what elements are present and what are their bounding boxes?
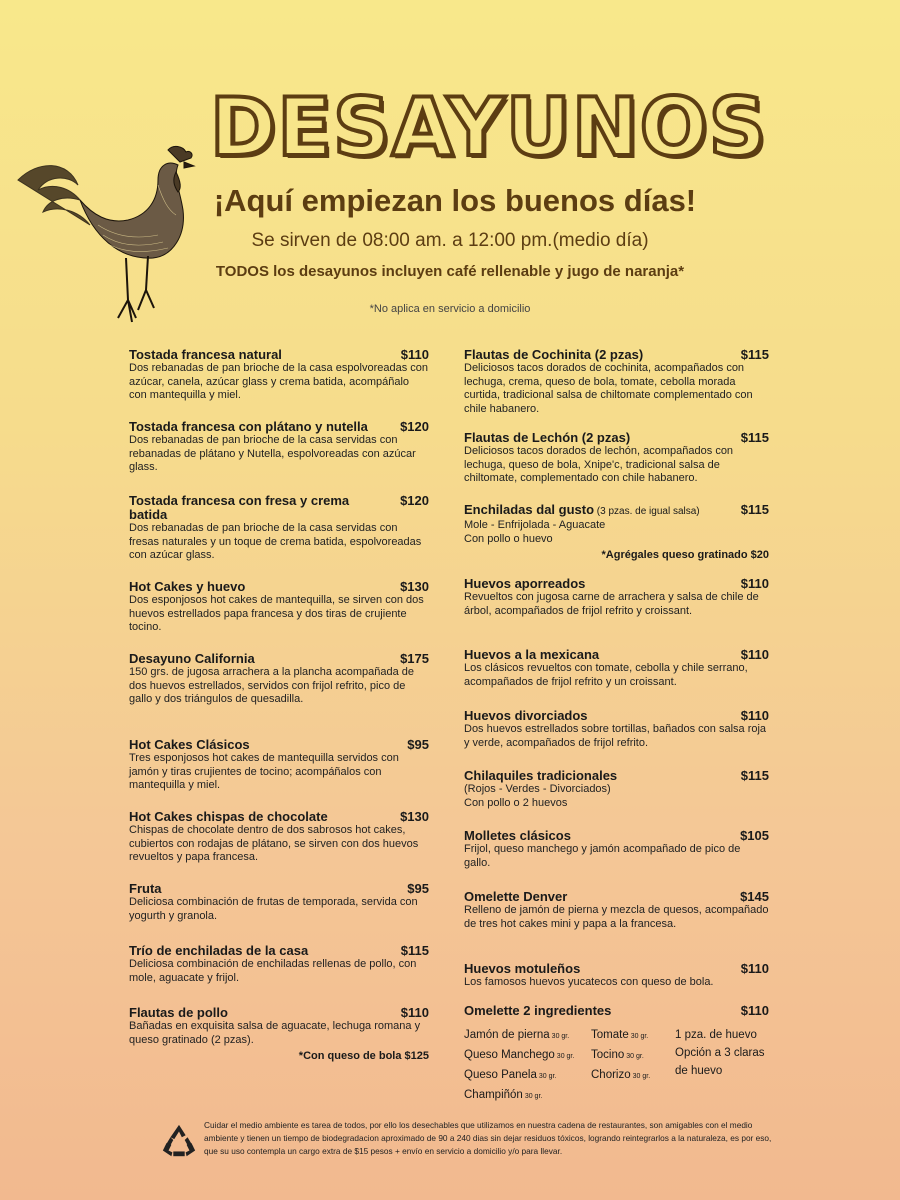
menu-item [464,577,769,618]
menu-item-header [129,420,429,434]
menu-item-price: $115 [740,768,769,783]
menu-item-name: Flautas de Cochinita (2 pzas) [464,347,644,362]
menu-item-header [129,810,429,824]
page-title: DESAYUNOS [210,81,768,174]
menu-item [464,709,769,750]
menu-item-price: $130 [400,579,429,594]
menu-item-header [464,648,769,662]
menu-item-header [464,962,769,976]
menu-item-header [464,829,769,843]
menu-item-price: $110 [740,576,769,591]
ingredient-grams: 30 gr. [551,1033,570,1040]
menu-item-name: Desayuno California [129,651,255,666]
menu-item [129,494,429,563]
menu-item-description: Dos esponjosos hot cakes de mantequilla, se sirven con dos huevos estrellados papa francesa y dos tiras de crujiente tocino. [129,594,424,633]
menu-item-name: Enchiladas dal gusto [464,502,595,517]
menu-item-description: Bañadas en exquisita salsa de aguacate, lechuga romana y queso gratinado (2 pzas). [129,1020,421,1046]
menu-item-price: $110 [740,1003,769,1018]
ingredient-grams: 30 gr. [630,1033,649,1040]
menu-item-description: Los clásicos revueltos con tomate, cebolla y chile serrano, acompañados de frijol refrito y un croissant. [464,662,748,688]
menu-item-description: Los famosos huevos yucatecos con queso de bola. [464,976,714,988]
menu-item-name: Omelette Denver [464,889,568,904]
ingredient-option [591,1066,650,1086]
menu-item-price: $130 [400,809,429,824]
menu-item-name: Tostada francesa con plátano y nutella [129,419,368,434]
menu-item [129,882,429,923]
menu-item-name: Huevos divorciados [464,708,588,723]
ingredient-name: Chorizo [591,1069,631,1081]
menu-item [464,890,769,931]
menu-item-name: Flautas de pollo [129,1005,228,1020]
menu-item [129,738,429,793]
menu-item-price: $95 [407,737,429,752]
menu-item-name: Hot Cakes y huevo [129,579,246,594]
menu-item-price: $175 [400,651,429,666]
menu-item-description: (Rojos - Verdes - Divorciados) Con pollo o 2 huevos [464,783,611,809]
menu-item-name: Tostada francesa natural [129,347,282,362]
menu-item-name: Trío de enchiladas de la casa [129,943,309,958]
menu-item-name: Hot Cakes Clásicos [129,737,250,752]
ingredient-name: Tocino [591,1049,625,1061]
ingredient-option [675,1044,765,1062]
footer-note: Cuidar el medio ambiente es tarea de todos, por ello los desechables que utilizamos en nuestra cadena de restaurantes, son amigables con el medio ambiente y tienen un tiempo de biodegradacion aproximado de 90 a 240 dias sin dejar residuos tóxicos, logrando reintegrarlos a la naturaleza, es por eso, que su uso contempla un cargo extra de $15 pesos + envío en servicio a domicilio y/o para llevar. [204,1120,772,1156]
menu-item-header [129,738,429,752]
menu-item [464,648,769,689]
menu-item-price: $110 [740,961,769,976]
menu-item-price: $110 [400,347,429,362]
includes-note: TODOS los desayunos incluyen café rellenable y jugo de naranja* [215,263,685,280]
menu-item-name: Molletes clásicos [464,828,571,843]
menu-item-header [464,890,769,904]
menu-item-description: Dos rebanadas de pan brioche de la casa espolvoreadas con azúcar, canela, azúcar glass y crema batida, acompáñalo con mantequilla y miel. [129,362,429,401]
menu-item [464,1004,769,1018]
menu-item-header [129,494,429,522]
menu-item [464,962,769,990]
menu-item-description: Revueltos con jugosa carne de arrachera y salsa de chile de árbol, acompañados de frijol refrito y croissant. [464,591,759,617]
ingredient-name: Jamón de pierna [464,1029,550,1041]
menu-item-price: $115 [740,502,769,517]
ingredient-grams: 30 gr. [538,1073,557,1080]
menu-item-header [129,882,429,896]
menu-item-price: $95 [407,881,429,896]
menu-item-name: Chilaquiles tradicionales [464,768,618,783]
menu-item-header [129,1006,429,1020]
menu-item [129,652,429,707]
menu-item-price: $120 [400,493,429,508]
menu-item-name: Fruta [129,881,162,896]
menu-item [464,431,769,486]
menu-item-extra: *Agrégales queso gratinado $20 [601,549,769,561]
menu-item-price: $110 [740,708,769,723]
ingredient-option [675,1062,765,1080]
delivery-note: *No aplica en servicio a domicilio [369,303,531,315]
ingredient-name: Tomate [591,1029,629,1041]
menu-item-header [129,652,429,666]
menu-item-price: $115 [740,347,769,362]
menu-item [464,829,769,870]
page-subtitle: ¡Aquí empiezan los buenos días! [213,183,697,218]
menu-item [464,348,769,416]
menu-item-extra: *Con queso de bola $125 [298,1050,429,1062]
rooster-illustration [8,140,198,330]
menu-item-header [464,348,769,362]
ingredient-grams: 30 gr. [632,1073,651,1080]
menu-item-description: 150 grs. de jugosa arrachera a la plancha acompañada de dos huevos estrellados, servidos con frijol refrito, pico de gallo y dos triángulos de quesadilla. [129,666,414,705]
menu-item-name: Huevos motuleños [464,961,581,976]
menu-item [464,503,769,561]
ingredient-name: Queso Panela [464,1069,537,1081]
menu-item-description: Dos huevos estrellados sobre tortillas, bañados con salsa roja y verde, acompañados de frijol refrito. [464,723,767,749]
ingredient-grams: 30 gr. [626,1053,644,1060]
menu-item-description: Tres esponjosos hot cakes de mantequilla servidos con jamón y tiras crujientes de tocino; acompáñalos con mantequilla y miel. [129,752,399,791]
serving-hours: Se sirven de 08:00 am. a 12:00 pm.(medio día) [251,230,649,251]
menu-item-description: Deliciosos tacos dorados de lechón, acompañados con lechuga, queso de bola, Xnipe'c, tradicional salsa de chiltomate, complementado con chile habanero. [464,445,734,484]
menu-item-name: Tostada francesa con fresa y crema batida [129,493,350,522]
ingredient-grams: 30 gr. [556,1053,575,1060]
ingredient-option [464,1026,574,1046]
menu-item-price: $120 [400,419,429,434]
ingredient-name: 1 pza. de huevo [675,1029,757,1041]
menu-item [129,1006,429,1062]
ingredient-option [591,1046,650,1066]
menu-item-description: Relleno de jamón de pierna y mezcla de quesos, acompañado de tres hot cakes mini y papa a la francesa. [464,904,769,930]
menu-item-name: Huevos a la mexicana [464,647,600,662]
ingredient-grams: 30 gr. [524,1093,543,1100]
menu-item-header [129,580,429,594]
menu-item-description: Deliciosa combinación de frutas de temporada, servida con yogurth y granola. [129,896,418,922]
menu-item-name: Flautas de Lechón (2 pzas) [464,430,631,445]
menu-item-price: $105 [740,828,769,843]
menu-item-header [464,577,769,591]
ingredient-name: Champiñón [464,1089,523,1101]
menu-item-name: Huevos aporreados [464,576,586,591]
menu-item-price: $115 [400,943,429,958]
menu-item-description: Deliciosa combinación de enchiladas rellenas de pollo, con mole, aguacate y frijol. [129,958,417,984]
ingredient-name: Queso Manchego [464,1049,555,1061]
menu-item-description: Frijol, queso manchego y jamón acompañado de pico de gallo. [464,843,741,869]
ingredient-option [464,1046,574,1066]
menu-item-header [464,431,769,445]
ingredient-option [675,1026,765,1044]
menu-item-description: Mole - Enfrijolada - Aguacate Con pollo o huevo [464,519,606,545]
menu-item-description: Dos rebanadas de pan brioche de la casa servidas con rebanadas de plátano y Nutella, espolvoreadas con azúcar glass. [129,434,416,473]
menu-item-description: Dos rebanadas de pan brioche de la casa servidas con fresas naturales y un toque de crema batida, espolvoreadas con azúcar glass. [129,522,422,561]
menu-item-header [464,769,769,783]
ingredient-name: de huevo [675,1065,723,1077]
menu-item [129,420,429,475]
menu-item-header [464,709,769,723]
menu-item [129,944,429,985]
menu-item-header [464,1004,769,1018]
menu-item-header [129,944,429,958]
recycle-icon [160,1122,198,1160]
menu-item-price: $110 [740,647,769,662]
menu-item [129,580,429,635]
menu-item-name: Omelette 2 ingredientes [464,1003,612,1018]
menu-item-note: (3 pzas. de igual salsa) [594,506,700,517]
ingredient-option [464,1066,574,1086]
menu-item-description: Deliciosos tacos dorados de cochinita, acompañados con lechuga, crema, queso de bola, tomate, cebolla morada curtida, tradicional salsa de chiltomate complementado con chile habanero. [464,362,753,415]
menu-item [129,810,429,865]
menu-item-description: Chispas de chocolate dentro de dos sabrosos hot cakes, cubiertos con rodajas de plátano, se sirven con dos huevos revueltos y papa francesa. [129,824,419,863]
menu-item [464,769,769,810]
menu-item-header [129,348,429,362]
menu-item [129,348,429,403]
ingredient-name: Opción a 3 claras [675,1047,765,1059]
menu-item-name: Hot Cakes chispas de chocolate [129,809,328,824]
ingredient-option [591,1026,650,1046]
menu-item-price: $110 [400,1005,429,1020]
ingredient-option [464,1086,574,1106]
menu-item-header [464,503,769,519]
menu-item-price: $115 [740,430,769,445]
menu-item-price: $145 [740,889,769,904]
